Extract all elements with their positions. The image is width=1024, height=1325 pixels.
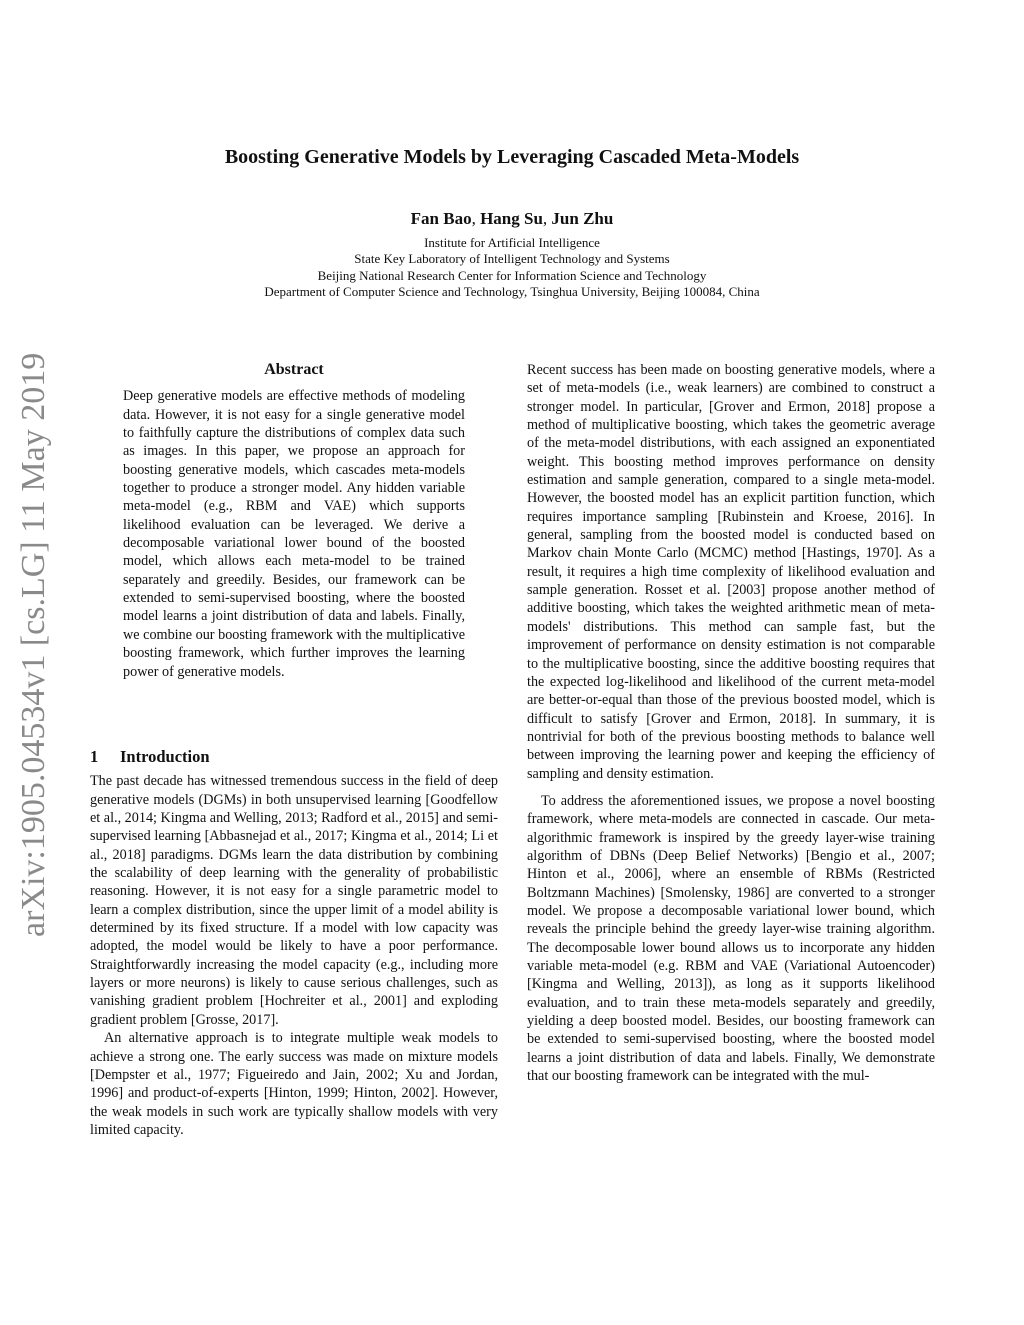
intro-paragraph-1: The past decade has witnessed tremendous success in the field of deep generative models (DGMs) in both unsupervised learning [Goodfellow et al., 2014; Kingma and Welling, 2013; Radford et al., 2015] and semi-supervised learning [Abbasnejad et al., 2017; Kingma et al., 2014; Li et al., 2018] paradigms. DGMs learn the data distribution by combining the scalability of deep learning with the generality of probabilistic reasoning. However, it is not easy for a single parametric model to learn a complex distribution, since the upper limit of a model ability is determined by its fixed structure. If a model with low capacity was adopted, the model would be likely to have a poor performance. Straightforwardly increasing the model capacity (e.g., including more layers or more neurons) is likely to cause serious challenges, such as vanishing gradient problem [Hochreiter et al., 2001] and exploding gradient problem [Grosse, 2017].: [90, 773, 498, 1028]
affiliation-line: Beijing National Research Center for Information Science and Technology: [317, 267, 707, 283]
left-column-body: [90, 748, 498, 1139]
abstract-text: Deep generative models are effective methods of modeling data. However, it is not easy for a single generative model to faithfully capture the distributions of complex data such as images. In this paper, we propose an approach for boosting generative models, which cascades meta-models together to produce a stronger model. Any hidden variable meta-model (e.g., RBM and VAE) which supports likelihood evaluation can be leveraged. We derive a decomposable variational lower bound of the boosted model, which allows each meta-model to be trained separately and greedily. Besides, our framework can be extended to semi-supervised boosting, where the boosted model learns a joint distribution of data and labels. Finally, we combine our boosting framework with the multiplicative boosting framework, which further improves the learning power of generative models.: [123, 388, 465, 680]
affiliations: [0, 235, 1024, 300]
right-column-body: [527, 361, 935, 1085]
author-name: Fan Bao: [410, 209, 472, 228]
section-heading: [90, 748, 498, 766]
intro-paragraph-3: Recent success has been made on boosting generative models, where a set of meta-models (i.e., weak learners) are combined to construct a stronger model. In particular, [Grover and Ermon, 2018] propose a method of multiplicative boosting, which takes the geometric average of the meta-model distributions, with each assigned an exponentiated weight. This boosting method improves performance on density estimation and sample generation, compared to a single meta-model. However, the boosted model has an explicit partition function, which requires importance sampling [Rubinstein and Kroese, 2016]. In general, sampling from the boosted model is conducted based on Markov chain Monte Carlo (MCMC) method [Hastings, 1970]. As a result, it requires a high time complexity of likelihood evaluation and sample generation. Rosset et al. [2003] propose another method of additive boosting, which takes the weighted arithmetic mean of meta-models' distributions. This method can sample fast, but the improvement of performance on density estimation is not comparable to the multiplicative boosting, since the additive boosting requires that the expected log-likelihood and likelihood of the current meta-model are better-or-equal than those of the previous boosted model, which is difficult to satisfy [Grover and Ermon, 2018]. In summary, it is nontrivial for both of the previous boosting methods to balance well between improving the learning power and keeping the efficiency of sampling and density estimation.: [527, 362, 935, 782]
abstract-heading: Abstract: [264, 361, 324, 378]
author-name: Hang Su: [480, 209, 543, 228]
author-name: Jun Zhu: [551, 209, 614, 228]
author-list: Fan Bao, Hang Su, Jun Zhu: [410, 209, 614, 228]
abstract: [123, 361, 465, 681]
section-title: Introduction: [120, 747, 210, 766]
paper-title: Boosting Generative Models by Leveraging Cascaded Meta-Models: [224, 146, 800, 168]
section-number: 1: [90, 747, 99, 766]
intro-paragraph-2: An alternative approach is to integrate multiple weak models to achieve a strong one. The early success was made on mixture models [Dempster et al., 1977; Figueiredo and Jain, 2002; Xu and Jordan, 1996] and product-of-experts [Hinton, 1999; Hinton, 2002]. However, the weak models in such work are typically shallow models with very limited capacity.: [90, 1030, 498, 1138]
arxiv-identifier: arXiv:1905.04534v1 [cs.LG] 11 May 2019: [15, 352, 52, 938]
affiliation-line: State Key Laboratory of Intelligent Technology and Systems: [354, 251, 670, 267]
affiliation-line: Institute for Artificial Intelligence: [424, 235, 600, 250]
intro-paragraph-4: To address the aforementioned issues, we propose a novel boosting framework, where meta-models are connected in cascade. Our meta-algorithmic framework is inspired by the greedy layer-wise training algorithm of DBNs (Deep Belief Networks) [Bengio et al., 2007; Hinton et al., 2006], where an ensemble of RBMs (Restricted Boltzmann Machines) [Smolensky, 1986] are converted to a stronger model. We propose a decomposable variational lower bound, which reveals the principle behind the greedy layer-wise training algorithm. The decomposable lower bound allows us to incorporate any hidden variable meta-model (e.g. RBM and VAE (Variational Autoencoder) [Kingma and Welling, 2013]), as long as it supports likelihood evaluation, and to train these meta-models separately and greedily, yielding a deep boosted model. Besides, our boosting framework can be extended to semi-supervised boosting, where the boosted model learns a joint distribution of data and labels. Finally, We demonstrate that our boosting framework can be integrated with the mul-: [527, 792, 935, 1085]
affiliation-line: Department of Computer Science and Technology, Tsinghua University, Beijing 100084, China: [264, 283, 760, 299]
